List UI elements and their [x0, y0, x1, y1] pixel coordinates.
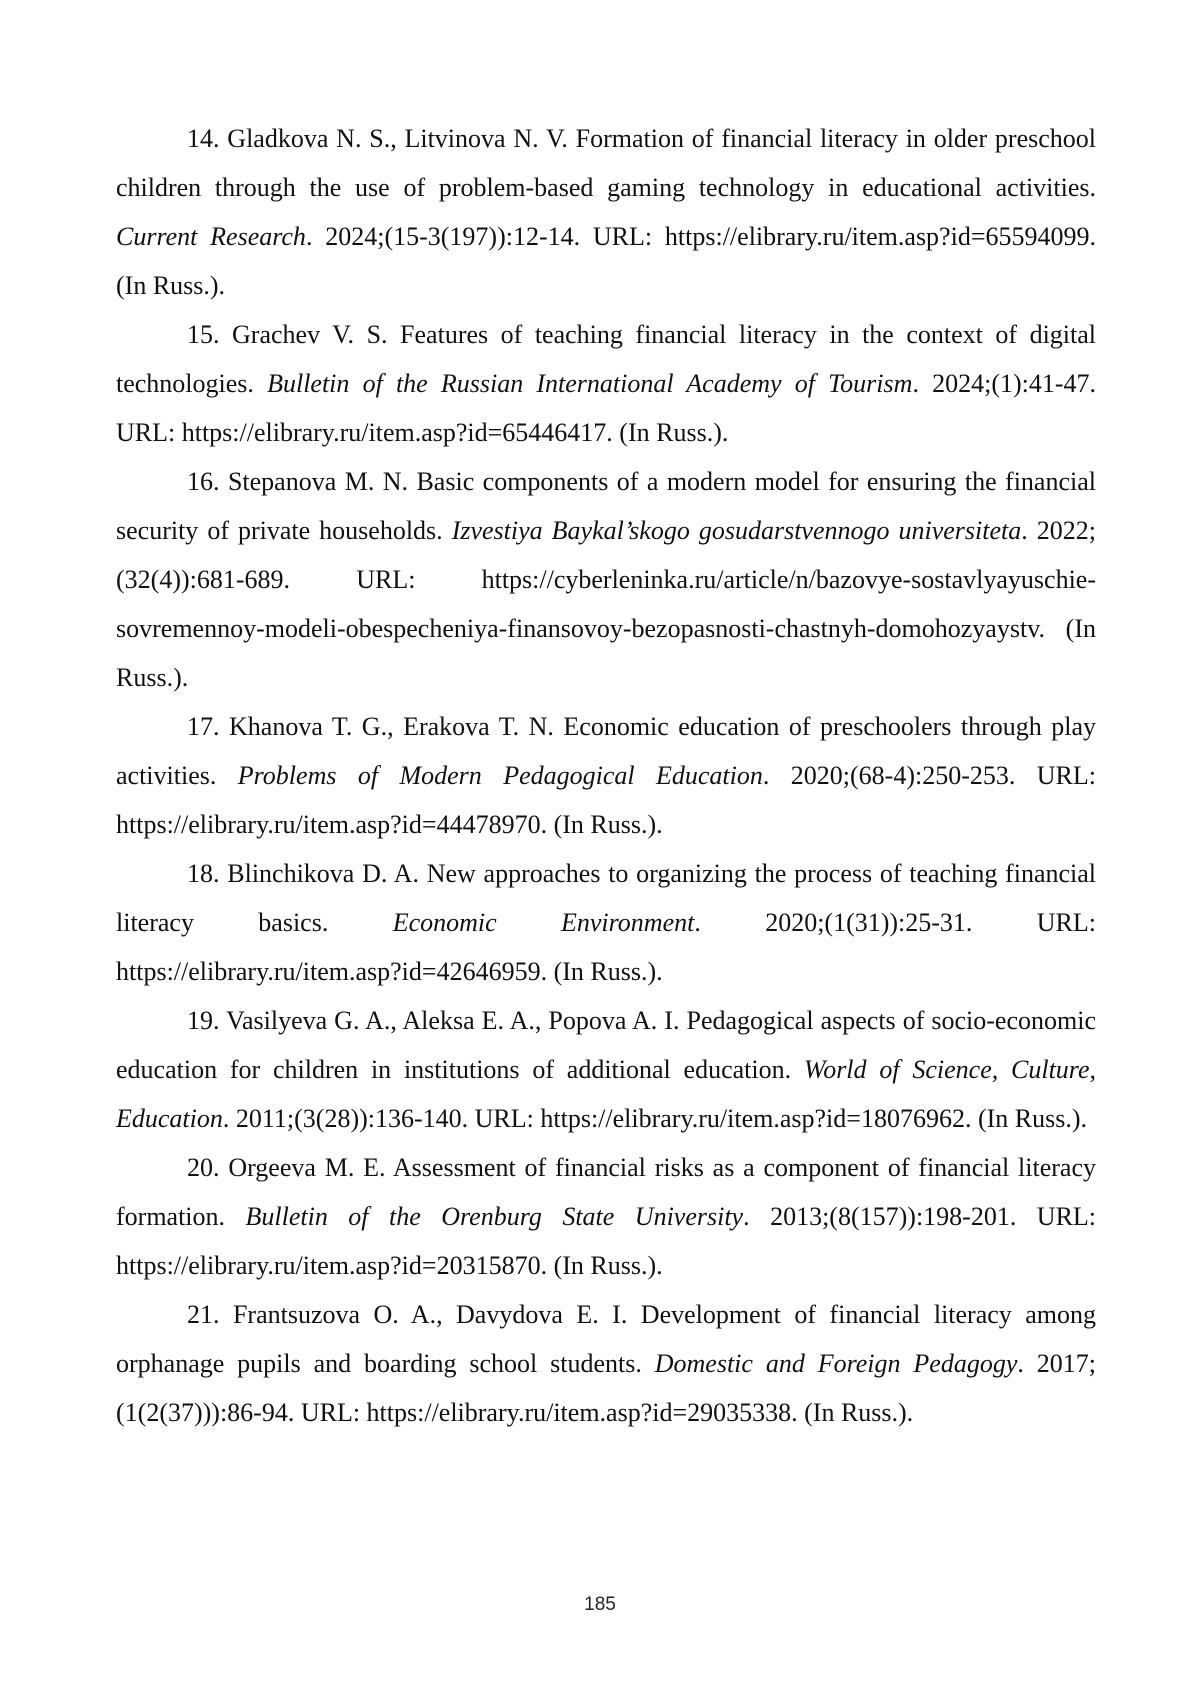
reference-journal: Izvestiya Baykal’skogo gosudarstvennogo universiteta	[451, 516, 1022, 545]
reference-number: 21.	[187, 1300, 220, 1329]
reference-details: . 2022;(32(4)):681-689. URL: https://cyberleninka.ru/article/n/bazovye-sostavlyayuschie-sovremennoy-modeli-obespecheniya-finansovoy-bezopasnosti-chastnyh-domohozyaystv. (In Russ.).	[116, 516, 1096, 692]
reference-number: 14.	[187, 124, 220, 153]
reference-authors-title: Blinchikova D. A. New approaches to organizing the process of teaching financial literacy basics.	[116, 859, 1097, 937]
reference-item-19	[116, 996, 1096, 1143]
reference-item-20	[116, 1143, 1096, 1290]
reference-item-21	[116, 1290, 1096, 1437]
reference-details: . 2020;(68-4):250-253. URL: https://elibrary.ru/item.asp?id=44478970. (In Russ.).	[116, 761, 1096, 839]
reference-number: 19.	[187, 1006, 220, 1035]
reference-list	[116, 114, 1096, 1437]
reference-details: . 2017;(1(2(37))):86-94. URL: https://elibrary.ru/item.asp?id=29035338. (In Russ.).	[116, 1349, 1096, 1427]
reference-item-18	[116, 849, 1096, 996]
reference-details: . 2024;(1):41-47. URL: https://elibrary.ru/item.asp?id=65446417. (In Russ.).	[116, 369, 1097, 447]
reference-journal: Current Research	[116, 222, 306, 251]
reference-item-15	[116, 310, 1096, 457]
reference-authors-title: Stepanova M. N. Basic components of a modern model for ensuring the financial security of private households.	[116, 467, 1097, 545]
reference-journal: Domestic and Foreign Pedagogy	[654, 1349, 1018, 1378]
reference-authors-title: Khanova T. G., Erakova T. N. Economic education of preschoolers through play activities.	[116, 712, 1097, 790]
reference-item-17	[116, 702, 1096, 849]
reference-number: 15.	[187, 320, 220, 349]
reference-number: 17.	[187, 712, 220, 741]
reference-item-14	[116, 114, 1096, 310]
reference-authors-title: Gladkova N. S., Litvinova N. V. Formation of financial literacy in older preschool children through the use of problem-based gaming technology in educational activities.	[116, 124, 1096, 202]
reference-details: . 2020;(1(31)):25-31. URL: https://elibrary.ru/item.asp?id=42646959. (In Russ.).	[116, 908, 1096, 986]
reference-authors-title: Grachev V. S. Features of teaching financial literacy in the context of digital technologies.	[116, 320, 1097, 398]
reference-number: 16.	[187, 467, 220, 496]
reference-details: . 2013;(8(157)):198-201. URL: https://elibrary.ru/item.asp?id=20315870. (In Russ.).	[116, 1202, 1097, 1280]
reference-details: . 2024;(15-3(197)):12-14. URL: https://elibrary.ru/item.asp?id=65594099. (In Russ.).	[116, 222, 1096, 300]
reference-authors-title: Vasilyeva G. A., Aleksa E. A., Popova A. I. Pedagogical aspects of socio-economic education for children in institutions of additional education.	[116, 1006, 1096, 1084]
reference-journal: Economic Environment	[392, 908, 695, 937]
reference-item-16	[116, 457, 1096, 702]
reference-authors-title: Orgeeva M. E. Assessment of financial risks as a component of financial literacy formation.	[116, 1153, 1096, 1231]
reference-number: 20.	[187, 1153, 220, 1182]
reference-authors-title: Frantsuzova O. A., Davydova E. I. Development of financial literacy among orphanage pupils and boarding school students.	[116, 1300, 1097, 1378]
reference-journal: Bulletin of the Orenburg State University	[245, 1202, 744, 1231]
reference-number: 18.	[187, 859, 220, 888]
page-number: 185	[584, 1594, 616, 1615]
reference-journal: Problems of Modern Pedagogical Education	[237, 761, 763, 790]
reference-journal: Bulletin of the Russian International Academy of Tourism	[267, 369, 913, 398]
reference-journal: World of Science, Culture, Education	[116, 1055, 1097, 1133]
reference-details: . 2011;(3(28)):136-140. URL: https://elibrary.ru/item.asp?id=18076962. (In Russ.).	[222, 1104, 1087, 1133]
